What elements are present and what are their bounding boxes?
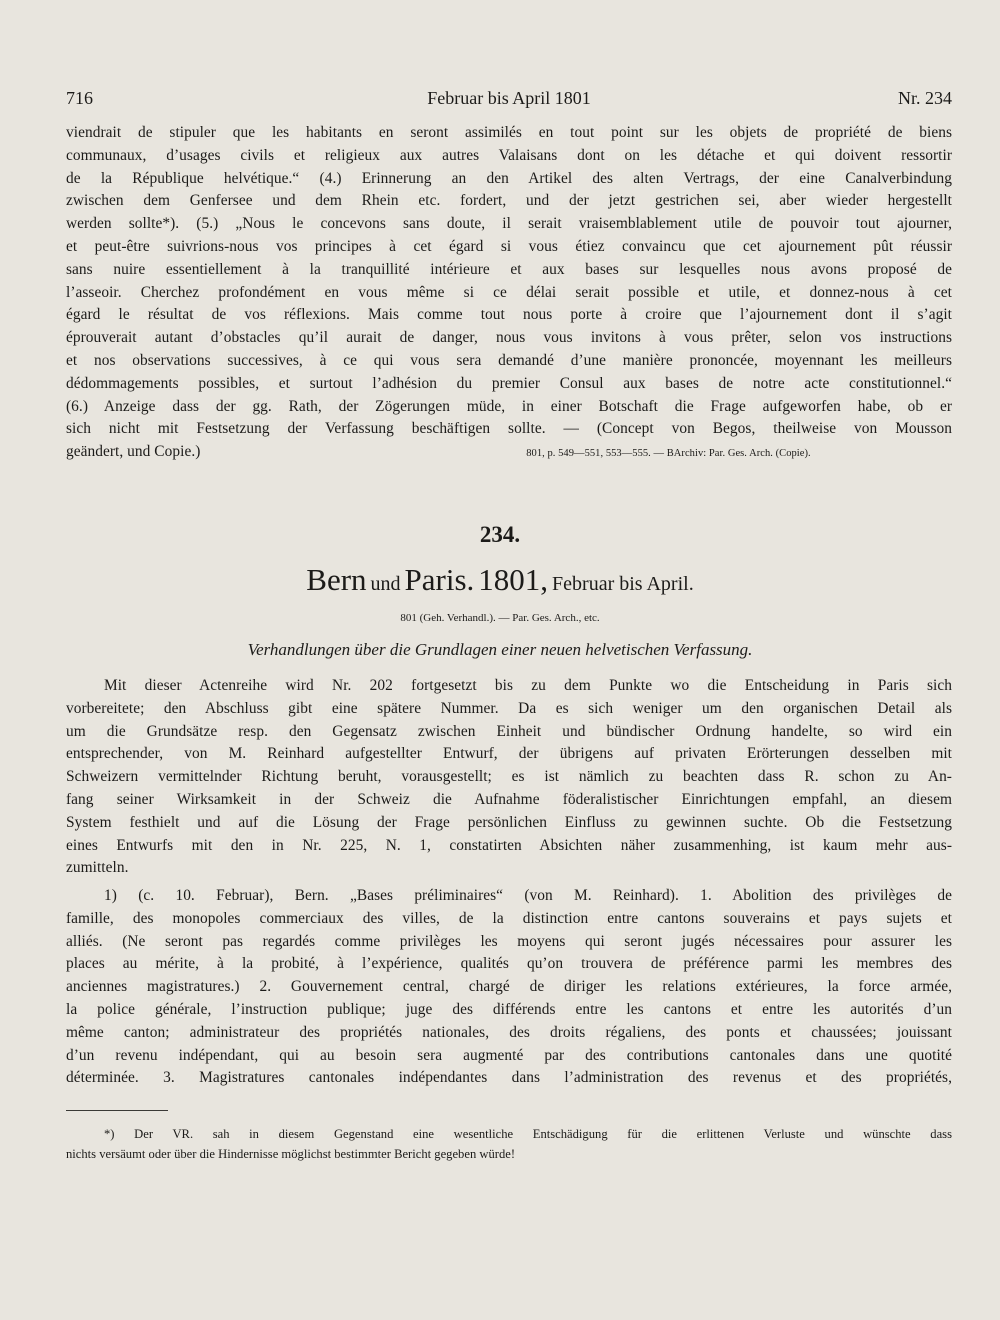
text-line: égard le résultat de vos réflexions. Mais comme tout nous porte à croire que l’ajournement dont il s’agit: [66, 306, 952, 324]
page-number: 716: [66, 88, 93, 108]
text-line: et peut-être suivrions-nous vos principes à cet égard si vous étiez convaincu que cet ajournement pût réussir: [66, 237, 952, 255]
heading-date-range: Februar bis April.: [552, 573, 694, 595]
text-line: zwischen dem Genfersee und dem Rhein etc. fordert, und der jetzt gestrichen sei, aber wieder hergestellt: [66, 192, 952, 210]
text-line: sans nuire essentiellement à la tranquillité intérieure et aux bases sur lesquelles nous avons proposé de: [66, 260, 952, 278]
bases-preliminaires-paragraph: [66, 885, 952, 1090]
text-line: et nos observations successives, à ce qui vous sera demandé d’une manière prononcée, moyennant les meilleurs: [66, 351, 952, 369]
document-subject: Verhandlungen über die Grundlagen einer neuen helvetischen Verfassung.: [247, 640, 753, 659]
text-line: System festhielt und auf die Lösung der Frage persönlichen Einfluss zu gewinnen suchte. Ob die Festsetzung: [66, 813, 952, 831]
document-number-header: Nr. 234: [898, 88, 952, 108]
source-reference: 801 (Geh. Verhandl.). — Par. Ges. Arch., etc.: [400, 612, 600, 624]
text-line: werden sollte*). (5.) „Nous le concevons sans doute, il serait vraisemblablement utile de pouvoir tout ajourner,: [66, 215, 952, 233]
text-line: 1) (c. 10. Februar), Bern. „Bases préliminaires“ (von M. Reinhard). 1. Abolition des privilèges de: [104, 887, 952, 904]
text-line: fang seiner Wirksamkeit in der Schweiz die Aufnahme föderalistischer Einrichtungen empfahl, an diesem: [66, 790, 952, 808]
text-line: entsprechender, von M. Reinhard aufgestellter Entwurf, der übrigens auf privaten Erörterungen desselben mit: [66, 745, 952, 763]
text-line: l’asseoir. Cherchez profondément en vous même si ce délai serait possible et utile, et donnez-nous à cet: [66, 283, 952, 301]
footnote-line: nichts versäumt oder über die Hindernisse möglichst bestimmter Bericht gegeben würde!: [66, 1147, 516, 1161]
heading-year: 1801,: [478, 562, 549, 597]
text-line-end: geändert, und Copie.): [66, 443, 201, 461]
text-line: viendrait de stipuler que les habitants en seront assimilés en tout point sur les objets de propriété de biens: [66, 124, 952, 141]
document-heading: [0, 562, 1000, 598]
text-line: de la République helvétique.“ (4.) Erinnerung an den Artikel des alten Vertrags, der eine Canalverbindung: [66, 169, 952, 187]
document-number: 234.: [479, 522, 521, 547]
footnote-line: *) Der VR. sah in diesem Gegenstand eine wesentliche Entschädigung für die erlittenen Verluste und wünschte dass: [104, 1127, 952, 1141]
footnote: [66, 1124, 952, 1164]
archive-citation: 801, p. 549—551, 553—555. — BArchiv: Par. Ges. Arch. (Copie).: [526, 448, 811, 460]
text-line: communaux, d’usages civils et religieux aux autres Valaisans dont on les détache et qui doivent ressortir: [66, 146, 952, 164]
text-line: um die Grundsätze resp. den Gegensatz zwischen Einheit und bündischer Ordnung handelte, so wird ein: [66, 722, 952, 740]
text-line: éprouverait autant d’obstacles qu’il aurait de danger, nous vous invitons à vous prêter, selon vos instructions: [66, 329, 952, 347]
heading-place-bern: Bern: [306, 562, 367, 597]
text-line-with-citation: [66, 441, 952, 464]
text-line: eines Entwurfs mit den in Nr. 225, N. 1, constatirten Absichten näher zusammenhing, ist kaum mehr aus-: [66, 836, 952, 854]
text-line: Schweizern vermittelnder Richtung beruht, vorausgestellt; es ist nämlich zu beachten dass R. schon zu An-: [66, 768, 952, 786]
text-line: places au mérite, à la probité, à l’expérience, qualités qu’on trouvera de préférence parmi les membres des: [66, 955, 952, 973]
text-line: zumitteln.: [66, 859, 129, 877]
text-line: alliés. (Ne seront pas regardés comme privilèges les moyens qui seront jugés nécessaires pour assurer les: [66, 932, 952, 950]
text-line: sich nicht mit Festsetzung der Verfassung beschäftigen sollte. — (Concept von Begos, theilweise von Mousson: [66, 420, 952, 438]
text-line: Mit dieser Actenreihe wird Nr. 202 fortgesetzt bis zu dem Punkte wo die Entscheidung in Paris sich: [104, 677, 952, 694]
text-line: anciennes magistratures.) 2. Gouvernement central, chargé de diriger les relations extérieures, la force armée,: [66, 978, 952, 996]
text-line: famille, des monopoles commerciaux des villes, de la distinction entre cantons souverains et pays sujets et: [66, 909, 952, 927]
intro-paragraph: [66, 675, 952, 880]
running-head: [66, 88, 952, 116]
text-line: vorbereitete; den Abschluss gibt eine spätere Nummer. Da es sich weniger um den organischen Detail als: [66, 699, 952, 717]
text-line: d’un revenu indépendant, qui au besoin sera augmenté par des contributions cantonales dans une quotité: [66, 1046, 952, 1064]
text-line: déterminée. 3. Magistratures cantonales indépendantes dans l’administration des revenus et des propriétés,: [66, 1069, 952, 1087]
heading-place-paris: Paris.: [404, 562, 475, 597]
text-line: même canton; administrateur des propriétés nationales, des droits régaliens, des ponts et chaussées; jouissant: [66, 1023, 952, 1041]
text-line: (6.) Anzeige dass der gg. Rath, der Zögerungen müde, in einer Botschaft die Frage aufgeworfen habe, ob er: [66, 397, 952, 415]
continuation-paragraph: [66, 122, 952, 464]
text-line: la police générale, l’instruction publique; juge des différends entre les cantons et entre les autorités d’un: [66, 1000, 952, 1018]
heading-conjunction: und: [370, 573, 401, 595]
running-head-title: Februar bis April 1801: [427, 88, 591, 108]
footnote-divider: [66, 1110, 168, 1111]
text-line: dédommagements possibles, et surtout l’adhésion du premier Consul aux bases de notre acte constitutionnel.“: [66, 374, 952, 392]
